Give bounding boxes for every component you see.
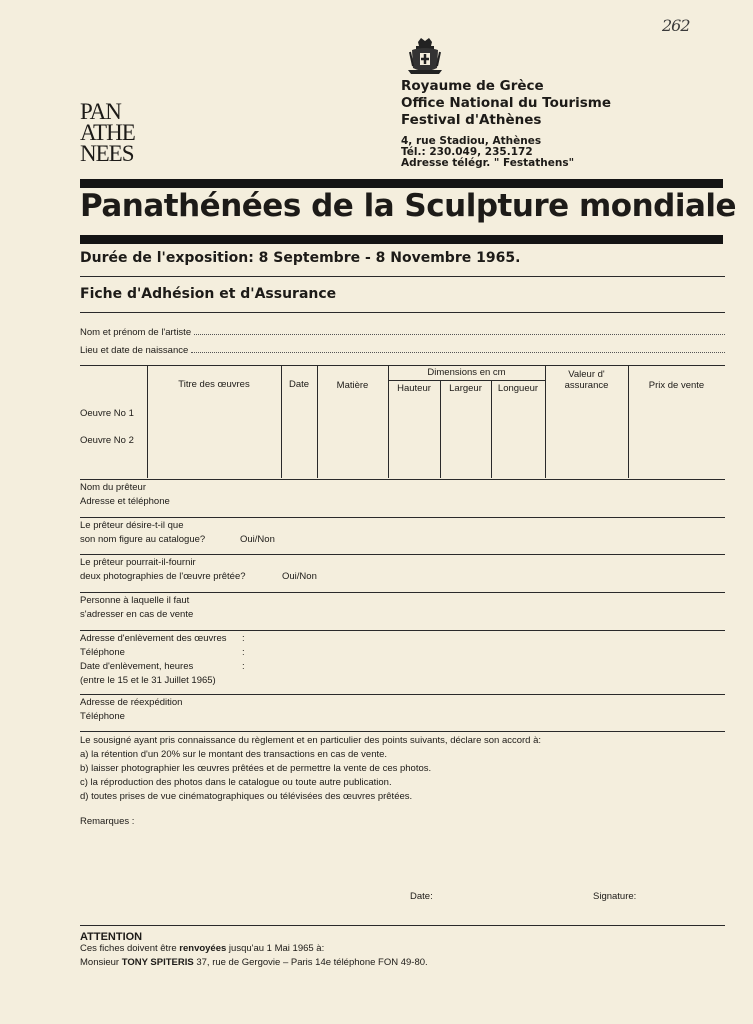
signature-label: Signature: (593, 891, 637, 902)
return-phone-label: Téléphone (80, 711, 125, 722)
photos-question-2: deux photographies de l'œuvre prêtée? (80, 571, 246, 582)
divider (80, 592, 725, 593)
lender-name-label: Nom du prêteur (80, 482, 147, 493)
exhibition-duration: Durée de l'exposition: 8 Septembre - 8 Novembre 1965. (80, 250, 521, 266)
birth-label: Lieu et date de naissance (80, 345, 189, 356)
form-title: Fiche d'Adhésion et d'Assurance (80, 286, 337, 302)
divider (80, 925, 725, 926)
colon: : (242, 647, 245, 658)
catalogue-question-2: son nom figure au catalogue? (80, 534, 206, 545)
divider (80, 630, 725, 631)
colon: : (242, 661, 245, 672)
contact-name: TONY SPITERIS (121, 957, 194, 968)
return-address-label: Adresse de réexpédition (80, 697, 183, 708)
artist-name-label: Nom et prénom de l'artiste (80, 327, 192, 338)
col-date-header: Date (288, 379, 310, 390)
royal-crest-icon (404, 36, 446, 78)
col-value-header-1: Valeur d' (568, 369, 605, 380)
main-title: Panathénées de la Sculpture mondiale (80, 188, 737, 224)
title-bar-top (80, 179, 723, 188)
divider (80, 554, 725, 555)
divider (80, 312, 725, 313)
header-festival: Festival d'Athènes (401, 112, 542, 128)
sale-contact-label-1: Personne à laquelle il faut (80, 595, 190, 606)
header-telegram: Adresse télégr. " Festathens" (401, 157, 575, 169)
pickup-date-label: Date d'enlèvement, heures (80, 661, 194, 672)
col-dimensions-header: Dimensions en cm (427, 367, 506, 378)
page-number: 262 (662, 16, 690, 35)
attention-line-2 (80, 956, 428, 971)
logo-line: PAN (80, 99, 121, 124)
col-width-header: Largeur (449, 383, 482, 394)
artwork-row-2-label: Oeuvre No 2 (80, 435, 134, 446)
divider (80, 479, 725, 480)
col-length-header: Longueur (497, 383, 539, 394)
table-col-line (440, 380, 441, 478)
col-value-header-2: assurance (564, 380, 609, 391)
pickup-window-note: (entre le 15 et le 31 Juillet 1965) (80, 675, 216, 686)
attention-text: Ces fiches doivent être (80, 943, 180, 954)
panathenees-logo (80, 99, 144, 166)
table-col-line (491, 380, 492, 478)
header-office: Office National du Tourisme (401, 95, 612, 111)
table-col-line (388, 365, 389, 478)
attention-text: Monsieur (80, 957, 122, 968)
birth-line[interactable] (191, 344, 725, 353)
logo-line: NEES (80, 141, 134, 166)
dimensions-rule (388, 380, 545, 381)
col-title-header: Titre des œuvres (178, 379, 250, 390)
attention-emphasis: renvoyées (179, 943, 227, 954)
pickup-phone-label: Téléphone (80, 647, 125, 658)
agreement-item-c: c) la réproduction des photos dans le catalogue ou toute autre publication. (80, 777, 392, 788)
agreement-item-d: d) toutes prises de vue cinématographiques ou télévisées des œuvres prêtées. (80, 791, 413, 802)
attention-line-1 (80, 942, 324, 957)
header-kingdom: Royaume de Grèce (401, 78, 544, 94)
divider (80, 517, 725, 518)
title-bar-bottom (80, 235, 723, 244)
agreement-intro: Le sousigné ayant pris connaissance du règlement et en particulier des points suivants, déclare son accord à: (80, 735, 542, 746)
catalogue-question-1: Le prêteur désire-t-il que (80, 520, 184, 531)
colon: : (242, 633, 245, 644)
sale-contact-label-2: s'adresser en cas de vente (80, 609, 194, 620)
birth-field[interactable] (80, 344, 725, 356)
pickup-address-label: Adresse d'enlèvement des œuvres (80, 633, 227, 644)
agreement-item-b: b) laisser photographier les œuvres prêtées et de permettre la vente de ces photos. (80, 763, 432, 774)
photos-answer[interactable]: Oui/Non (282, 571, 317, 582)
divider (80, 276, 725, 277)
date-label: Date: (410, 891, 433, 902)
lender-address-label: Adresse et téléphone (80, 496, 170, 507)
attention-text: 37, rue de Gergovie – Paris 14e téléphone FON 49-80. (193, 957, 428, 968)
logo-line: ATHE (80, 120, 135, 145)
artwork-row-1-label: Oeuvre No 1 (80, 408, 134, 419)
attention-title: ATTENTION (80, 931, 143, 943)
agreement-item-a: a) la rétention d'un 20% sur le montant des transactions en cas de vente. (80, 749, 388, 760)
header-phone: Tél.: 230.049, 235.172 (401, 146, 533, 158)
artist-name-line[interactable] (194, 326, 725, 335)
artist-name-field[interactable] (80, 326, 725, 338)
photos-question-1: Le prêteur pourrait-il-fournir (80, 557, 196, 568)
divider (80, 731, 725, 732)
remarks-label: Remarques : (80, 816, 135, 827)
col-price-header: Prix de vente (648, 380, 705, 391)
col-material-header: Matière (336, 380, 369, 391)
header-address: 4, rue Stadiou, Athènes (401, 135, 542, 147)
divider (80, 694, 725, 695)
catalogue-answer[interactable]: Oui/Non (240, 534, 275, 545)
attention-text: jusqu'au 1 Mai 1965 à: (226, 943, 325, 954)
col-height-header: Hauteur (397, 383, 431, 394)
